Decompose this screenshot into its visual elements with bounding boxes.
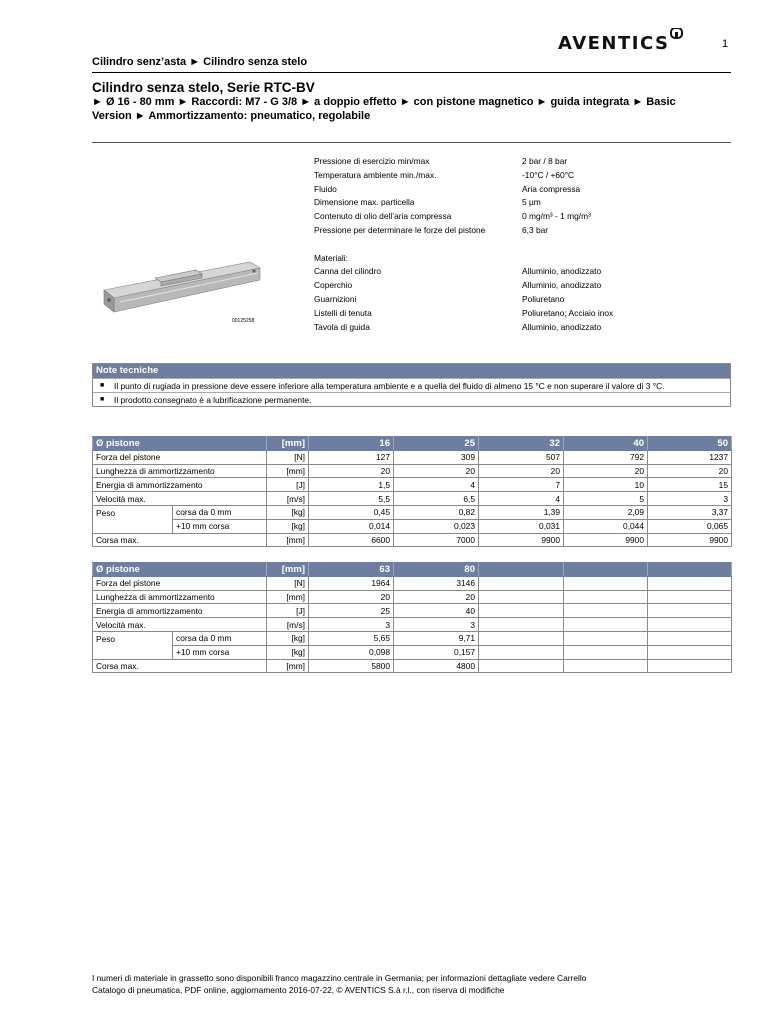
table-cell: 3 xyxy=(648,492,732,506)
table-cell xyxy=(564,590,648,604)
table-row xyxy=(93,645,732,659)
spec-value: 0 mg/m³ - 1 mg/m³ xyxy=(522,211,591,222)
row-label: Energia di ammortizzamento xyxy=(93,478,267,492)
table-row xyxy=(93,604,732,618)
table-cell: 0,044 xyxy=(564,519,648,533)
table-cell: 25 xyxy=(309,604,394,618)
row-label: Corsa max. xyxy=(93,533,267,547)
row-label: Energia di ammortizzamento xyxy=(93,604,267,618)
row-unit: [kg] xyxy=(267,645,309,659)
table-cell: 1964 xyxy=(309,576,394,590)
row-unit: [mm] xyxy=(267,533,309,547)
table-cell xyxy=(479,645,564,659)
table-cell xyxy=(648,576,732,590)
table-cell: 9,71 xyxy=(394,631,479,645)
header-diameter: 32 xyxy=(479,437,564,451)
table-cell xyxy=(648,604,732,618)
spec-label: Temperatura ambiente min./max. xyxy=(314,169,437,180)
table-cell xyxy=(564,631,648,645)
row-unit: [J] xyxy=(267,478,309,492)
row-label: Peso xyxy=(93,505,173,519)
row-unit: [J] xyxy=(267,604,309,618)
spec-value: 2 bar / 8 bar xyxy=(522,156,568,166)
table-row xyxy=(93,659,732,673)
table-cell: 7 xyxy=(479,478,564,492)
material-label: Tavola di guida xyxy=(314,321,370,332)
table-cell: 3 xyxy=(309,618,394,632)
table-cell: 5,5 xyxy=(309,492,394,506)
table-cell: 20 xyxy=(648,464,732,478)
table-cell xyxy=(648,618,732,632)
material-label: Canna del cilindro xyxy=(314,266,382,277)
spec-label: Dimensione max. particella xyxy=(314,197,415,208)
materials-heading: Materiali: xyxy=(314,252,348,263)
table-cell: 20 xyxy=(394,464,479,478)
table-cell: 40 xyxy=(394,604,479,618)
table-row xyxy=(93,533,732,547)
spec-row xyxy=(314,196,613,210)
row-label: Peso xyxy=(93,631,173,645)
spec-label: Contenuto di olio dell’aria compressa xyxy=(314,211,452,222)
table-cell: 0,45 xyxy=(309,505,394,519)
table-cell xyxy=(564,645,648,659)
spec-row xyxy=(314,155,613,169)
row-unit: [m/s] xyxy=(267,618,309,632)
page-number: 1 xyxy=(722,38,729,50)
spec-row xyxy=(314,183,613,197)
row-label xyxy=(93,645,173,659)
table-cell: 4 xyxy=(394,478,479,492)
spec-value: Aria compressa xyxy=(522,183,581,194)
table-row xyxy=(93,631,732,645)
row-unit: [m/s] xyxy=(267,492,309,506)
table-cell xyxy=(648,659,732,673)
table-row xyxy=(93,492,732,506)
row-label: Corsa max. xyxy=(93,659,267,673)
material-value: Poliuretano; Acciaio inox xyxy=(522,307,614,318)
material-value: Alluminio, anodizzato xyxy=(522,280,602,291)
cylinder-product-image xyxy=(100,256,262,314)
footer-line-2: Catalogo di pneumatica, PDF online, aggiornamento 2016-07-22, © AVENTICS S.à r.l., con riserva di modifiche xyxy=(92,984,505,995)
table-header-row xyxy=(93,563,732,577)
table-cell: 9900 xyxy=(648,533,732,547)
product-subtitle: ► Ø 16 - 80 mm ► Raccordi: M7 - G 3/8 ► a doppio effetto ► con pistone magnetico ► guida integrata ► Basic Version ► Ammortizzamento: pneumatico, regolabile xyxy=(92,96,676,122)
header-diameter: 16 xyxy=(309,437,394,451)
breadcrumb: Cilindro senz’asta ► Cilindro senza stelo xyxy=(92,56,308,68)
table-cell: 1237 xyxy=(648,450,732,464)
row-unit: [N] xyxy=(267,450,309,464)
table-cell: 9900 xyxy=(564,533,648,547)
spec-list xyxy=(314,155,613,334)
header-unit: [mm] xyxy=(267,563,309,577)
table-cell xyxy=(564,604,648,618)
table-cell: 127 xyxy=(309,450,394,464)
header-diameter xyxy=(479,563,564,577)
table-cell: 7000 xyxy=(394,533,479,547)
note-item: ■ Il prodotto consegnato è a lubrificazione permanente. xyxy=(93,392,730,406)
table-cell: 0,014 xyxy=(309,519,394,533)
table-cell: 15 xyxy=(648,478,732,492)
spec-value: -10°C / +60°C xyxy=(522,169,575,180)
table-cell xyxy=(648,631,732,645)
header-diameter: 50 xyxy=(648,437,732,451)
table-cell: 5800 xyxy=(309,659,394,673)
table-cell: 9900 xyxy=(479,533,564,547)
top-divider xyxy=(92,72,731,73)
section-divider xyxy=(92,142,731,143)
row-sublabel: corsa da 0 mm xyxy=(173,631,267,645)
table-cell xyxy=(479,576,564,590)
bullet-icon: ■ xyxy=(100,396,105,403)
table-row xyxy=(93,590,732,604)
notes-heading: Note tecniche xyxy=(93,364,730,378)
table-row xyxy=(93,505,732,519)
header-label: Ø pistone xyxy=(93,563,267,577)
material-label: Listelli di tenuta xyxy=(314,307,372,318)
header-diameter xyxy=(564,563,648,577)
table-row xyxy=(93,576,732,590)
table-cell: 0,157 xyxy=(394,645,479,659)
table-cell: 5,65 xyxy=(309,631,394,645)
header-diameter: 80 xyxy=(394,563,479,577)
spec-row xyxy=(314,210,613,224)
table-cell: 2,09 xyxy=(564,505,648,519)
table-row xyxy=(93,478,732,492)
material-row xyxy=(314,279,613,293)
material-row xyxy=(314,293,613,307)
table-cell: 792 xyxy=(564,450,648,464)
spec-row xyxy=(314,224,613,238)
table-cell: 6600 xyxy=(309,533,394,547)
material-row xyxy=(314,307,613,321)
table-cell: 4800 xyxy=(394,659,479,673)
table-cell: 20 xyxy=(479,464,564,478)
table-cell: 1,39 xyxy=(479,505,564,519)
table-cell: 309 xyxy=(394,450,479,464)
table-row xyxy=(93,519,732,533)
header-label: Ø pistone xyxy=(93,437,267,451)
material-value: Poliuretano xyxy=(522,293,565,304)
header-diameter: 40 xyxy=(564,437,648,451)
table-row xyxy=(93,618,732,632)
table-cell: 6,5 xyxy=(394,492,479,506)
spec-value: 5 µm xyxy=(522,197,541,208)
row-label: Forza del pistone xyxy=(93,576,267,590)
material-label: Guarnizioni xyxy=(314,293,357,304)
spec-label: Fluido xyxy=(314,183,337,194)
aventics-logo xyxy=(558,28,684,54)
row-sublabel: corsa da 0 mm xyxy=(173,505,267,519)
bullet-icon: ■ xyxy=(100,382,105,389)
image-code: 00125258 xyxy=(232,318,255,324)
material-value: Alluminio, anodizzato xyxy=(522,266,602,277)
row-unit: [kg] xyxy=(267,631,309,645)
row-label: Velocità max. xyxy=(93,492,267,506)
row-sublabel: +10 mm corsa xyxy=(173,519,267,533)
table-cell xyxy=(648,645,732,659)
row-label: Forza del pistone xyxy=(93,450,267,464)
brand-text: AVENTICS xyxy=(558,33,670,54)
table-cell: 20 xyxy=(309,590,394,604)
table-cell: 20 xyxy=(564,464,648,478)
table-cell xyxy=(564,576,648,590)
row-unit: [mm] xyxy=(267,659,309,673)
table-cell: 0,023 xyxy=(394,519,479,533)
spec-label: Pressione di esercizio min/max xyxy=(314,156,430,166)
row-sublabel: +10 mm corsa xyxy=(173,645,267,659)
table-cell xyxy=(479,631,564,645)
header-diameter: 63 xyxy=(309,563,394,577)
table-cell: 10 xyxy=(564,478,648,492)
table-cell: 0,065 xyxy=(648,519,732,533)
row-unit: [kg] xyxy=(267,505,309,519)
header-diameter: 25 xyxy=(394,437,479,451)
material-value: Alluminio, anodizzato xyxy=(522,321,602,332)
table-cell xyxy=(479,604,564,618)
table-cell: 1,5 xyxy=(309,478,394,492)
table-cell: 4 xyxy=(479,492,564,506)
row-unit: [kg] xyxy=(267,519,309,533)
table-cell xyxy=(479,659,564,673)
table-cell: 0,031 xyxy=(479,519,564,533)
footer-line-1: I numeri di materiale in grassetto sono disponibili franco magazzino centrale in Germania; per informazioni dettagliate vedere Carrello xyxy=(92,973,587,983)
table-cell: 5 xyxy=(564,492,648,506)
material-row xyxy=(314,321,613,335)
spec-row xyxy=(314,169,613,183)
technical-notes xyxy=(92,363,731,407)
material-label: Coperchio xyxy=(314,280,353,291)
table-cell: 0,82 xyxy=(394,505,479,519)
table-cell xyxy=(648,590,732,604)
table-cell xyxy=(479,590,564,604)
footer xyxy=(92,973,732,996)
note-item: ■ Il punto di rugiada in pressione deve essere inferiore alla temperatura ambiente e a quella del fluido di almeno 15 °C e non superare il valore di 3 °C. xyxy=(93,378,730,392)
row-unit: [N] xyxy=(267,576,309,590)
table-cell: 0,098 xyxy=(309,645,394,659)
table-cell: 3146 xyxy=(394,576,479,590)
spec-table-2 xyxy=(92,562,732,673)
table-cell: 3 xyxy=(394,618,479,632)
spec-table-1 xyxy=(92,436,732,547)
header-unit: [mm] xyxy=(267,437,309,451)
row-label: Lunghezza di ammortizzamento xyxy=(93,464,267,478)
table-cell xyxy=(564,618,648,632)
material-row xyxy=(314,265,613,279)
row-label: Lunghezza di ammortizzamento xyxy=(93,590,267,604)
table-cell: 20 xyxy=(394,590,479,604)
header-diameter xyxy=(648,563,732,577)
row-label: Velocità max. xyxy=(93,618,267,632)
table-cell: 3,37 xyxy=(648,505,732,519)
spec-value: 6,3 bar xyxy=(522,224,549,235)
table-row xyxy=(93,450,732,464)
table-cell xyxy=(479,618,564,632)
table-cell: 20 xyxy=(309,464,394,478)
row-unit: [mm] xyxy=(267,590,309,604)
page-title: Cilindro senza stelo, Serie RTC-BV xyxy=(92,80,315,95)
table-header-row xyxy=(93,437,732,451)
table-row xyxy=(93,464,732,478)
row-label xyxy=(93,519,173,533)
row-unit: [mm] xyxy=(267,464,309,478)
table-cell: 507 xyxy=(479,450,564,464)
table-cell xyxy=(564,659,648,673)
spec-label: Pressione per determinare le forze del pistone xyxy=(314,224,486,235)
